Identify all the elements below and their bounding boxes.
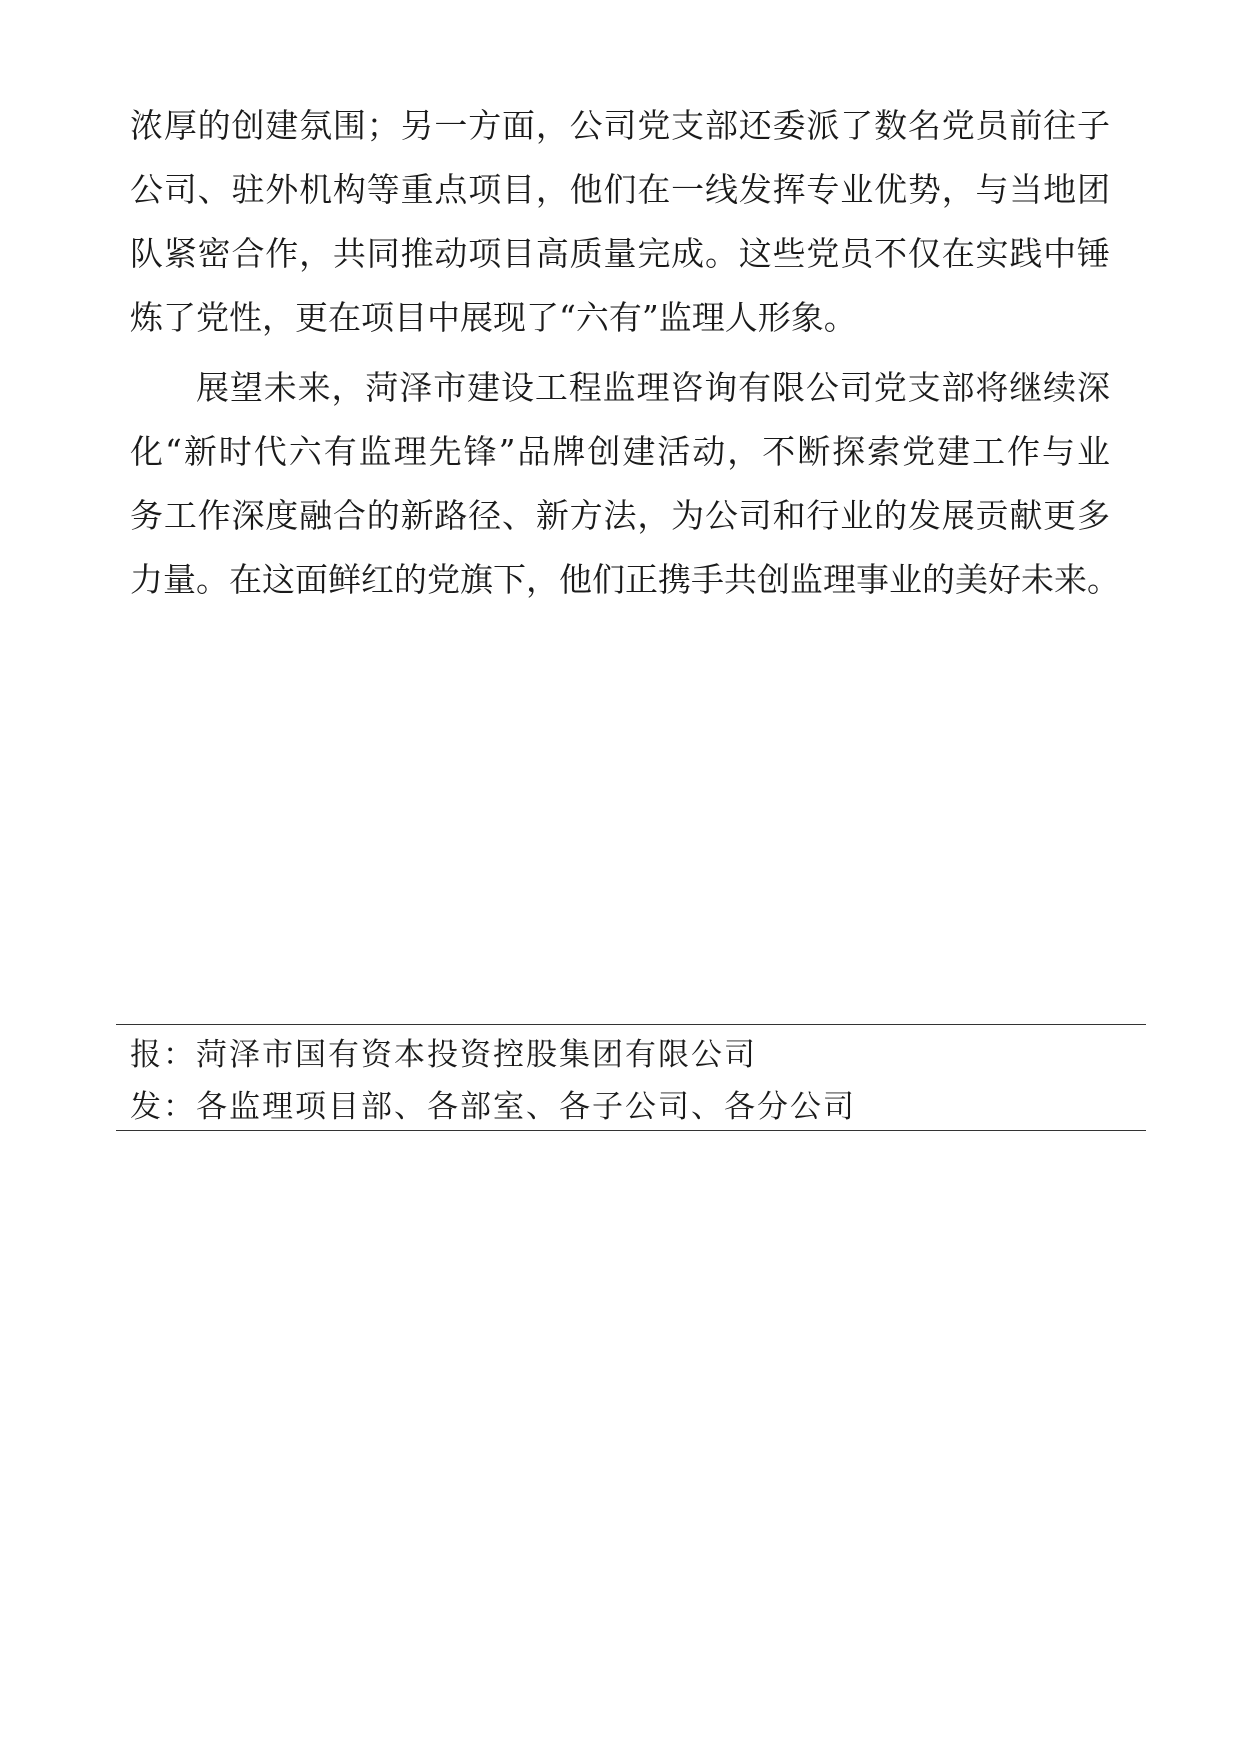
report-to-line: 报：菏泽市国有资本投资控股集团有限公司	[130, 1037, 757, 1073]
send-to-line: 发：各监理项目部、各部室、各子公司、各分公司	[130, 1089, 856, 1125]
paragraph-1-line-4: 炼了党性，更在项目中展现了“六有”监理人形象。	[130, 298, 857, 337]
paragraph-2-line-4: 力量。在这面鲜红的党旗下，他们正携手共创监理事业的美好未来。	[130, 560, 1120, 599]
distribution-top-rule	[116, 1024, 1146, 1025]
paragraph-1-line-1: 浓厚的创建氛围；另一方面，公司党支部还委派了数名党员前往子	[130, 106, 1110, 145]
paragraph-2-line-3: 务工作深度融合的新路径、新方法，为公司和行业的发展贡献更多	[130, 496, 1110, 535]
paragraph-2-line-2: 化“新时代六有监理先锋”品牌创建活动，不断探索党建工作与业	[130, 432, 1110, 471]
distribution-bottom-rule	[116, 1130, 1146, 1131]
paragraph-1-line-3: 队紧密合作，共同推动项目高质量完成。这些党员不仅在实践中锤	[130, 234, 1110, 273]
paragraph-2-line-1: 展望未来，菏泽市建设工程监理咨询有限公司党支部将继续深	[196, 368, 1110, 407]
paragraph-1-line-2: 公司、驻外机构等重点项目，他们在一线发挥专业优势，与当地团	[130, 170, 1110, 209]
